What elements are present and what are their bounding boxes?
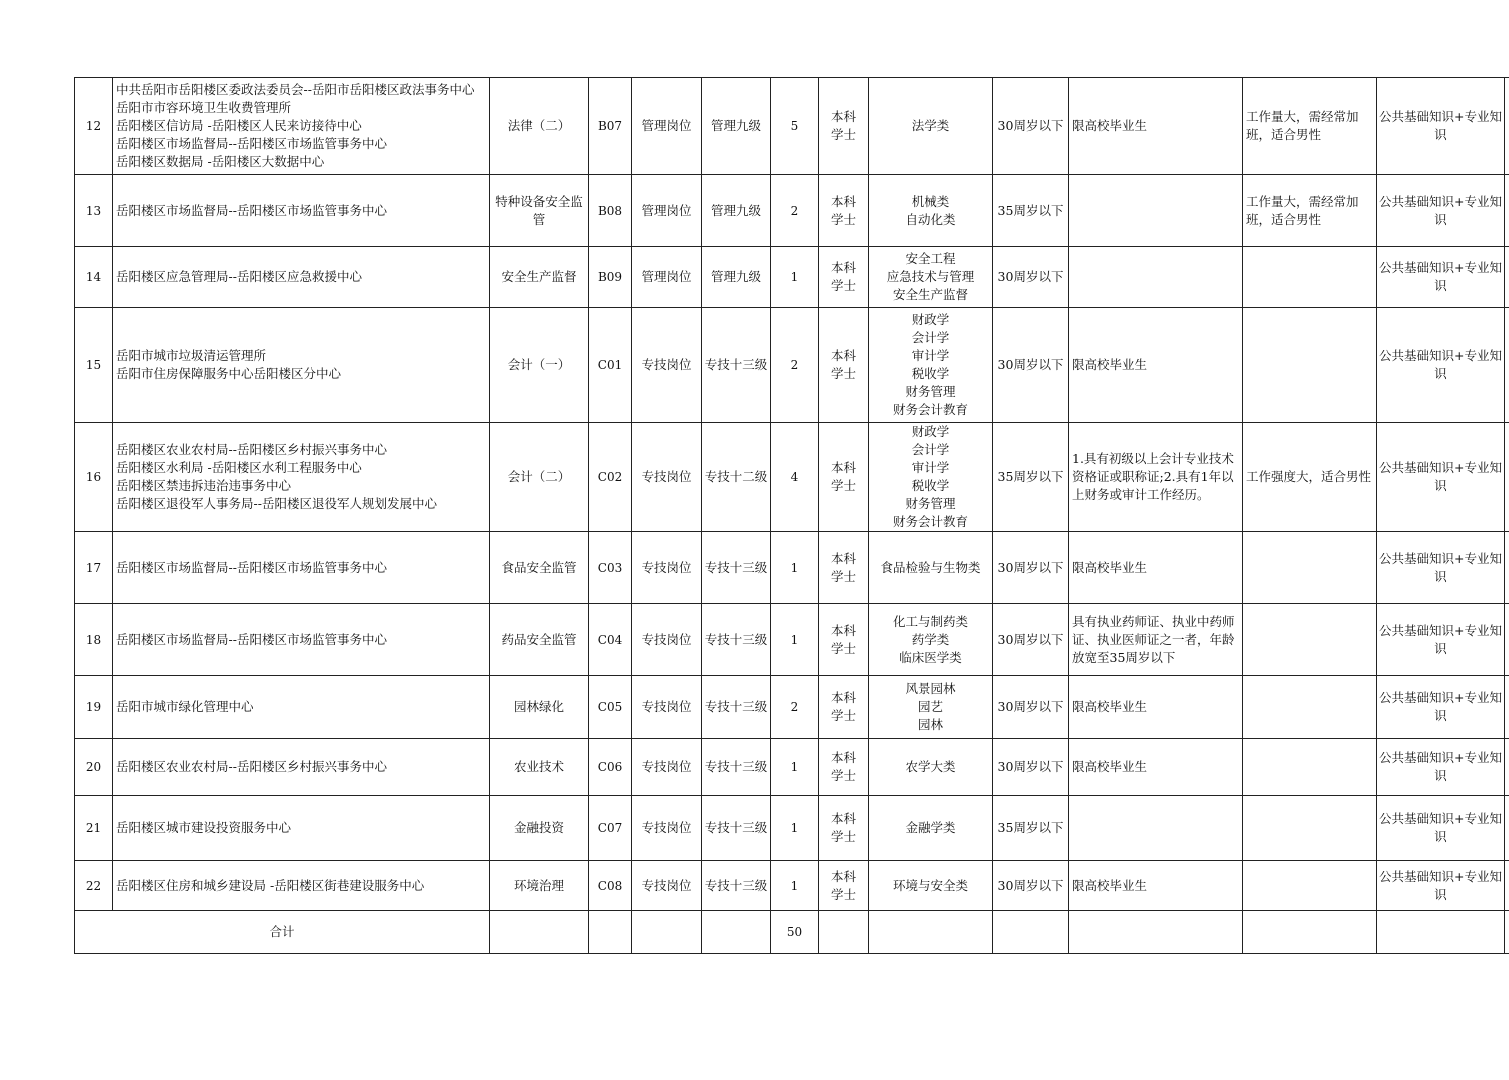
employer-units (113, 78, 490, 175)
total-label: 合计 (75, 911, 490, 954)
degree (819, 739, 869, 796)
total-count: 50 (771, 911, 819, 954)
remark (1243, 604, 1377, 676)
exam-subject: 公共基础知识+专业知识 (1377, 247, 1505, 308)
degree-line: 学士 (830, 478, 856, 493)
employer-units (113, 861, 490, 911)
degree (819, 604, 869, 676)
overflow-column (1505, 861, 1509, 911)
exam-subject: 公共基础知识+专业知识 (1377, 308, 1505, 423)
post-level: 专技十三级 (702, 532, 771, 604)
age-limit: 30周岁以下 (993, 604, 1069, 676)
exam-subject: 公共基础知识+专业知识 (1377, 676, 1505, 739)
major: 环境与安全类 (892, 877, 968, 893)
employer-units (113, 175, 490, 247)
major: 会计学 (911, 330, 950, 345)
degree-line: 本科 (830, 868, 856, 884)
overflow-column (1505, 676, 1509, 739)
employer-units (113, 308, 490, 423)
post-category: 专技岗位 (632, 861, 702, 911)
table-row (75, 308, 1509, 423)
employer-unit: 岳阳楼区应急管理局--岳阳楼区应急救援中心 (116, 269, 362, 284)
post-category: 专技岗位 (632, 308, 702, 423)
degree (819, 532, 869, 604)
empty-cell (1069, 911, 1243, 954)
table-row (75, 796, 1509, 861)
table-row (75, 676, 1509, 739)
post-code: B09 (589, 247, 632, 308)
age-limit: 30周岁以下 (993, 739, 1069, 796)
table-row (75, 423, 1509, 532)
employer-unit: 岳阳市住房保障服务中心岳阳楼区分中心 (116, 366, 342, 381)
degree-line: 学士 (830, 127, 856, 142)
other-requirement: 1.具有初级以上会计专业技术资格证或职称证;2.具有1年以上财务或审计工作经历。 (1069, 423, 1243, 532)
overflow-column (1505, 175, 1509, 247)
degree (819, 676, 869, 739)
degree (819, 308, 869, 423)
major: 税收学 (911, 478, 950, 493)
age-limit: 30周岁以下 (993, 861, 1069, 911)
degree-line: 学士 (830, 278, 856, 293)
row-number: 19 (75, 676, 113, 739)
hire-count: 1 (771, 861, 819, 911)
majors (869, 175, 993, 247)
employer-units (113, 532, 490, 604)
majors (869, 861, 993, 911)
other-requirement (1069, 796, 1243, 861)
major: 安全工程 (905, 251, 956, 266)
majors (869, 676, 993, 739)
row-number: 18 (75, 604, 113, 676)
degree (819, 423, 869, 532)
exam-subject: 公共基础知识+专业知识 (1377, 604, 1505, 676)
employer-unit: 岳阳市城市绿化管理中心 (116, 699, 254, 714)
post-category: 管理岗位 (632, 78, 702, 175)
post-name: 安全生产监督 (490, 247, 589, 308)
hire-count: 1 (771, 247, 819, 308)
table-row (75, 78, 1509, 175)
post-category: 专技岗位 (632, 676, 702, 739)
hire-count: 2 (771, 175, 819, 247)
post-code: B08 (589, 175, 632, 247)
hire-count: 1 (771, 739, 819, 796)
row-number: 20 (75, 739, 113, 796)
post-name: 农业技术 (490, 739, 589, 796)
overflow-column (1505, 423, 1509, 532)
overflow-column (1505, 308, 1509, 423)
major: 园艺 (917, 699, 943, 714)
degree-line: 学士 (830, 768, 856, 783)
hire-count: 2 (771, 676, 819, 739)
post-level: 专技十三级 (702, 739, 771, 796)
recruitment-table (74, 77, 1509, 954)
post-level: 管理九级 (702, 247, 771, 308)
employer-unit: 岳阳楼区市场监督局--岳阳楼区市场监管事务中心 (116, 202, 387, 218)
post-level: 管理九级 (702, 175, 771, 247)
post-code: B07 (589, 78, 632, 175)
remark (1243, 861, 1377, 911)
major: 审计学 (911, 460, 950, 475)
other-requirement (1069, 175, 1243, 247)
employer-unit: 岳阳楼区住房和城乡建设局 -岳阳楼区街巷建设服务中心 (116, 877, 425, 893)
row-number: 22 (75, 861, 113, 911)
row-number: 16 (75, 423, 113, 532)
age-limit: 35周岁以下 (993, 423, 1069, 532)
employer-unit: 岳阳楼区城市建设投资服务中心 (116, 820, 292, 835)
degree-line: 本科 (830, 260, 856, 275)
empty-cell (632, 911, 702, 954)
post-level: 专技十三级 (702, 604, 771, 676)
exam-subject: 公共基础知识+专业知识 (1377, 423, 1505, 532)
hire-count: 1 (771, 604, 819, 676)
major: 农学大类 (905, 759, 956, 774)
overflow-column (1505, 532, 1509, 604)
age-limit: 35周岁以下 (993, 796, 1069, 861)
employer-units (113, 739, 490, 796)
post-category: 专技岗位 (632, 739, 702, 796)
table-row (75, 532, 1509, 604)
row-number: 14 (75, 247, 113, 308)
majors (869, 604, 993, 676)
row-number: 21 (75, 796, 113, 861)
other-requirement: 限高校毕业生 (1069, 532, 1243, 604)
remark (1243, 796, 1377, 861)
post-level: 专技十三级 (702, 676, 771, 739)
degree-line: 学士 (830, 211, 856, 227)
post-name: 药品安全监管 (490, 604, 589, 676)
post-code: C08 (589, 861, 632, 911)
exam-subject: 公共基础知识+专业知识 (1377, 861, 1505, 911)
employer-units (113, 604, 490, 676)
empty-cell (993, 911, 1069, 954)
degree-line: 本科 (830, 750, 856, 765)
post-code: C03 (589, 532, 632, 604)
hire-count: 5 (771, 78, 819, 175)
degree-line: 本科 (830, 550, 856, 566)
major: 财务管理 (905, 384, 956, 399)
hire-count: 4 (771, 423, 819, 532)
post-category: 专技岗位 (632, 423, 702, 532)
major: 财政学 (911, 424, 950, 439)
degree-line: 学士 (830, 886, 856, 902)
post-category: 管理岗位 (632, 247, 702, 308)
remark: 工作量大，需经常加班，适合男性 (1243, 78, 1377, 175)
empty-cell (589, 911, 632, 954)
majors (869, 796, 993, 861)
degree (819, 175, 869, 247)
post-level: 专技十三级 (702, 861, 771, 911)
post-category: 专技岗位 (632, 796, 702, 861)
remark (1243, 739, 1377, 796)
employer-units (113, 423, 490, 532)
degree-line: 学士 (830, 568, 856, 584)
employer-units (113, 247, 490, 308)
employer-unit: 岳阳楼区农业农村局--岳阳楼区乡村振兴事务中心 (116, 442, 387, 457)
major: 财务管理 (905, 496, 956, 511)
empty-cell (490, 911, 589, 954)
post-code: C02 (589, 423, 632, 532)
remark (1243, 532, 1377, 604)
major: 自动化类 (905, 211, 956, 227)
post-category: 专技岗位 (632, 604, 702, 676)
empty-cell (1377, 911, 1505, 954)
majors (869, 78, 993, 175)
degree (819, 247, 869, 308)
age-limit: 30周岁以下 (993, 78, 1069, 175)
overflow-column (1505, 78, 1509, 175)
overflow-column (1505, 604, 1509, 676)
post-name: 法律（二） (490, 78, 589, 175)
post-name: 环境治理 (490, 861, 589, 911)
majors (869, 308, 993, 423)
employer-unit: 岳阳市城市垃圾清运管理所 (116, 348, 267, 363)
table-row (75, 861, 1509, 911)
exam-subject: 公共基础知识+专业知识 (1377, 796, 1505, 861)
employer-unit: 岳阳楼区水利局 -岳阳楼区水利工程服务中心 (116, 460, 362, 475)
post-code: C07 (589, 796, 632, 861)
employer-unit: 岳阳楼区信访局 -岳阳楼区人民来访接待中心 (116, 118, 362, 133)
major: 安全生产监督 (892, 287, 968, 302)
other-requirement: 限高校毕业生 (1069, 78, 1243, 175)
post-level: 专技十二级 (702, 423, 771, 532)
total-row (75, 911, 1509, 954)
major: 风景园林 (905, 681, 956, 696)
post-code: C05 (589, 676, 632, 739)
post-category: 专技岗位 (632, 532, 702, 604)
post-name: 特种设备安全监管 (490, 175, 589, 247)
post-name: 金融投资 (490, 796, 589, 861)
major: 园林 (917, 717, 943, 732)
other-requirement (1069, 247, 1243, 308)
degree-line: 学士 (830, 829, 856, 844)
degree (819, 78, 869, 175)
remark (1243, 308, 1377, 423)
majors (869, 247, 993, 308)
table-row (75, 604, 1509, 676)
age-limit: 30周岁以下 (993, 247, 1069, 308)
overflow-column (1505, 247, 1509, 308)
major: 审计学 (911, 348, 950, 363)
employer-units (113, 676, 490, 739)
table-row (75, 247, 1509, 308)
row-number: 17 (75, 532, 113, 604)
major: 化工与制药类 (892, 613, 968, 629)
post-name: 会计（二） (490, 423, 589, 532)
major: 财务会计教育 (892, 514, 968, 529)
degree-line: 本科 (830, 811, 856, 826)
other-requirement: 限高校毕业生 (1069, 861, 1243, 911)
empty-cell (702, 911, 771, 954)
major: 机械类 (911, 193, 950, 209)
major: 财政学 (911, 312, 950, 327)
major: 食品检验与生物类 (880, 559, 981, 575)
employer-unit: 岳阳楼区市场监督局--岳阳楼区市场监管事务中心 (116, 631, 387, 647)
degree (819, 861, 869, 911)
employer-unit: 岳阳市市容环境卫生收费管理所 (116, 100, 292, 115)
table-row (75, 739, 1509, 796)
overflow-column (1505, 796, 1509, 861)
age-limit: 35周岁以下 (993, 175, 1069, 247)
exam-subject: 公共基础知识+专业知识 (1377, 175, 1505, 247)
major: 临床医学类 (899, 649, 962, 665)
table-row (75, 175, 1509, 247)
post-level: 专技十三级 (702, 796, 771, 861)
empty-cell (1505, 911, 1509, 954)
row-number: 12 (75, 78, 113, 175)
hire-count: 2 (771, 308, 819, 423)
degree-line: 本科 (830, 690, 856, 705)
post-name: 会计（一） (490, 308, 589, 423)
post-name: 园林绿化 (490, 676, 589, 739)
age-limit: 30周岁以下 (993, 532, 1069, 604)
overflow-column (1505, 739, 1509, 796)
employer-unit: 岳阳楼区禁违拆违治违事务中心 (116, 478, 292, 493)
row-number: 15 (75, 308, 113, 423)
employer-unit: 岳阳楼区市场监督局--岳阳楼区市场监管事务中心 (116, 559, 387, 575)
post-name: 食品安全监管 (490, 532, 589, 604)
hire-count: 1 (771, 796, 819, 861)
degree-line: 本科 (830, 460, 856, 475)
major: 药学类 (911, 631, 950, 647)
row-number: 13 (75, 175, 113, 247)
majors (869, 423, 993, 532)
other-requirement: 具有执业药师证、执业中药师证、执业医师证之一者，年龄放宽至35周岁以下 (1069, 604, 1243, 676)
employer-unit: 岳阳楼区数据局 -岳阳楼区大数据中心 (116, 154, 325, 169)
post-level: 专技十三级 (702, 308, 771, 423)
other-requirement: 限高校毕业生 (1069, 739, 1243, 796)
exam-subject: 公共基础知识+专业知识 (1377, 739, 1505, 796)
employer-units (113, 796, 490, 861)
post-level: 管理九级 (702, 78, 771, 175)
employer-unit: 岳阳楼区市场监督局--岳阳楼区市场监管事务中心 (116, 136, 387, 151)
major: 法学类 (911, 118, 950, 133)
employer-unit: 中共岳阳市岳阳楼区委政法委员会--岳阳市岳阳楼区政法事务中心 (116, 82, 475, 97)
exam-subject: 公共基础知识+专业知识 (1377, 532, 1505, 604)
remark: 工作量大，需经常加班，适合男性 (1243, 175, 1377, 247)
major: 会计学 (911, 442, 950, 457)
employer-unit: 岳阳楼区农业农村局--岳阳楼区乡村振兴事务中心 (116, 759, 387, 774)
age-limit: 30周岁以下 (993, 308, 1069, 423)
remark (1243, 247, 1377, 308)
post-category: 管理岗位 (632, 175, 702, 247)
age-limit: 30周岁以下 (993, 676, 1069, 739)
degree (819, 796, 869, 861)
major: 金融学类 (905, 820, 956, 835)
majors (869, 532, 993, 604)
major: 财务会计教育 (892, 402, 968, 417)
remark (1243, 676, 1377, 739)
other-requirement: 限高校毕业生 (1069, 308, 1243, 423)
major: 税收学 (911, 366, 950, 381)
remark: 工作强度大，适合男性 (1243, 423, 1377, 532)
degree-line: 学士 (830, 708, 856, 723)
majors (869, 739, 993, 796)
exam-subject: 公共基础知识+专业知识 (1377, 78, 1505, 175)
degree-line: 本科 (830, 622, 856, 638)
major: 应急技术与管理 (886, 269, 975, 284)
degree-line: 学士 (830, 366, 856, 381)
post-code: C04 (589, 604, 632, 676)
employer-unit: 岳阳楼区退役军人事务局--岳阳楼区退役军人规划发展中心 (116, 496, 437, 511)
degree-line: 学士 (830, 640, 856, 656)
empty-cell (1243, 911, 1377, 954)
other-requirement: 限高校毕业生 (1069, 676, 1243, 739)
degree-line: 本科 (830, 348, 856, 363)
empty-cell (819, 911, 869, 954)
post-code: C01 (589, 308, 632, 423)
degree-line: 本科 (830, 109, 856, 124)
hire-count: 1 (771, 532, 819, 604)
post-code: C06 (589, 739, 632, 796)
degree-line: 本科 (830, 193, 856, 209)
empty-cell (869, 911, 993, 954)
